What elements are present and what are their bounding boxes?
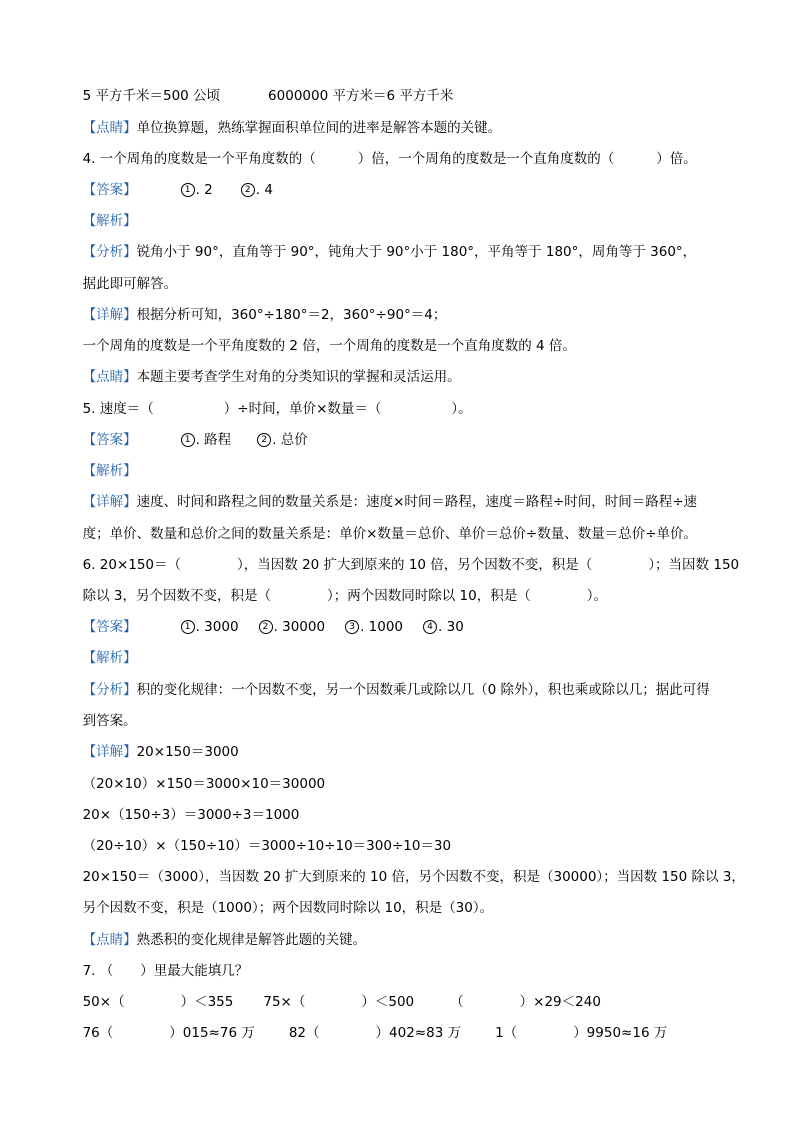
- q6-fenxi-text: 积的变化规律：一个因数不变，另一个因数乘几或除以几（0 除外），积也乘或除以几；据此可得: [136, 682, 710, 698]
- circled-number: 2: [241, 183, 255, 197]
- q4-fenxi-text: 锐角小于 90°，直角等于 90°，钝角大于 90°小于 180°，平角等于 180°，周角等于 360°，: [136, 244, 697, 260]
- jiexi-tag: 【解析】: [82, 463, 137, 479]
- dianjing-tag: 【点睛】: [82, 932, 137, 948]
- xiangjie-tag: 【详解】: [82, 494, 137, 510]
- circled-number: 4: [423, 620, 437, 634]
- jiexi-tag: 【解析】: [82, 650, 137, 666]
- q6-fenxi-text-2: 到答案。: [82, 713, 137, 729]
- q6-answer-4: . 30: [438, 619, 464, 635]
- q7-r2-a: 76（: [82, 1025, 114, 1041]
- q7-r1-a: 50×（: [82, 994, 125, 1010]
- q4-dianjing-text: 本题主要考查学生对角的分类知识的掌握和灵活运用。: [136, 369, 461, 385]
- dianjing-text: 单位换算题，熟练掌握面积单位间的进率是解答本题的关键。: [136, 120, 502, 136]
- q6-text-c: ）；当因数 150: [648, 557, 740, 573]
- circled-number: 1: [181, 183, 195, 197]
- q5-answer-1: . 路程: [195, 432, 232, 448]
- q7-r1-d: ）＜500: [361, 994, 415, 1010]
- q6-calc-3-text: （20÷10）×（150÷10）＝3000÷10÷10＝300÷10＝30: [82, 838, 452, 854]
- answer-tag: 【答案】: [82, 182, 137, 198]
- answer-tag: 【答案】: [82, 432, 137, 448]
- q6-text-a: 6. 20×150＝（: [82, 557, 182, 573]
- dianjing-tag: 【点睛】: [82, 369, 137, 385]
- fenxi-tag: 【分析】: [82, 682, 137, 698]
- q5-xiangjie-text-2: 度；单价、数量和总价之间的数量关系是：单价×数量＝总价、单价＝总价÷数量、数量＝总价÷单价。: [82, 526, 698, 542]
- xiangjie-tag: 【详解】: [82, 744, 137, 760]
- q5-text-a: 5. 速度＝（: [82, 401, 154, 417]
- circled-number: 1: [181, 433, 195, 447]
- q7-row-2: [74, 1003, 734, 1043]
- q7-r1-c: 75×（: [263, 994, 306, 1010]
- fenxi-tag: 【分析】: [82, 244, 137, 260]
- q6-summary-text: 20×150＝（3000），当因数 20 扩大到原来的 10 倍，另个因数不变，积是（30000）；当因数 150 除以 3，: [82, 869, 745, 885]
- q6-summary-text-2: 另个因数不变，积是（1000）；两个因数同时除以 10，积是（30）。: [82, 900, 494, 916]
- q6-text-b: ），当因数 20 扩大到原来的 10 倍，另个因数不变，积是（: [237, 557, 593, 573]
- q4-answer-1: . 2: [195, 182, 213, 198]
- q6-calc-1-text: （20×10）×150＝3000×10＝30000: [82, 776, 326, 792]
- q4-text-c: ）倍。: [656, 151, 697, 167]
- q4-text-b: ）倍，一个周角的度数是一个直角度数的（: [357, 151, 615, 167]
- q4-xiangjie-text-2: 一个周角的度数是一个平角度数的 2 倍，一个周角的度数是一个直角度数的 4 倍。: [82, 338, 576, 354]
- q5-answer-2: . 总价: [272, 432, 308, 448]
- dianjing-tag: 【点睛】: [82, 120, 137, 136]
- xiangjie-tag: 【详解】: [82, 307, 137, 323]
- q6-answer-3: . 1000: [360, 619, 404, 635]
- q7-r2-f: ）9950≈16 万: [573, 1025, 668, 1041]
- q6-dianjing-text: 熟悉积的变化规律是解答此题的关键。: [136, 932, 367, 948]
- q7-r2-c: 82（: [288, 1025, 320, 1041]
- q6-answer-2: . 30000: [273, 619, 326, 635]
- q4-text-a: 4. 一个周角的度数是一个平角度数的（: [82, 151, 316, 167]
- q6-xiangjie-text: 20×150＝3000: [136, 744, 239, 760]
- circled-number: 2: [259, 620, 273, 634]
- q6-answer-1: . 3000: [195, 619, 239, 635]
- q5-xiangjie-text: 速度、时间和路程之间的数量关系是：速度×时间＝路程，速度＝路程÷时间，时间＝路程÷速: [136, 494, 698, 510]
- q7-r2-b: ）015≈76 万: [169, 1025, 255, 1041]
- circled-number: 2: [257, 433, 271, 447]
- conversion-2: 6000000 平方米＝6 平方千米: [268, 88, 454, 104]
- q7-r1-e: （: [450, 994, 464, 1010]
- q4-fenxi-text-2: 据此即可解答。: [82, 276, 178, 292]
- q7-r2-d: ）402≈83 万: [375, 1025, 462, 1041]
- q5-text-b: ）÷时间，单价×数量＝（: [223, 401, 382, 417]
- jiexi-tag: 【解析】: [82, 213, 137, 229]
- circled-number: 1: [181, 620, 195, 634]
- q4-xiangjie-text: 根据分析可知，360°÷180°＝2，360°÷90°＝4；: [136, 307, 447, 323]
- q6-text-e: ）；两个因数同时除以 10，积是（: [326, 588, 531, 604]
- q5-text-c: ）。: [451, 401, 472, 417]
- q6-text-d: 除以 3，另个因数不变，积是（: [82, 588, 271, 604]
- q6-calc-2-text: 20×（150÷3）＝3000÷3＝1000: [82, 807, 300, 823]
- q6-text-f: ）。: [586, 588, 607, 604]
- q7-r2-e: 1（: [495, 1025, 518, 1041]
- answer-tag: 【答案】: [82, 619, 137, 635]
- q4-answer-2: . 4: [255, 182, 273, 198]
- q7-r1-b: ）＜355: [180, 994, 234, 1010]
- q7-text: 7. （ ）里最大能填几？: [82, 963, 249, 979]
- conversion-1: 5 平方千米＝500 公顷: [82, 88, 221, 104]
- q7-r1-f: ）×29＜240: [519, 994, 601, 1010]
- circled-number: 3: [345, 620, 359, 634]
